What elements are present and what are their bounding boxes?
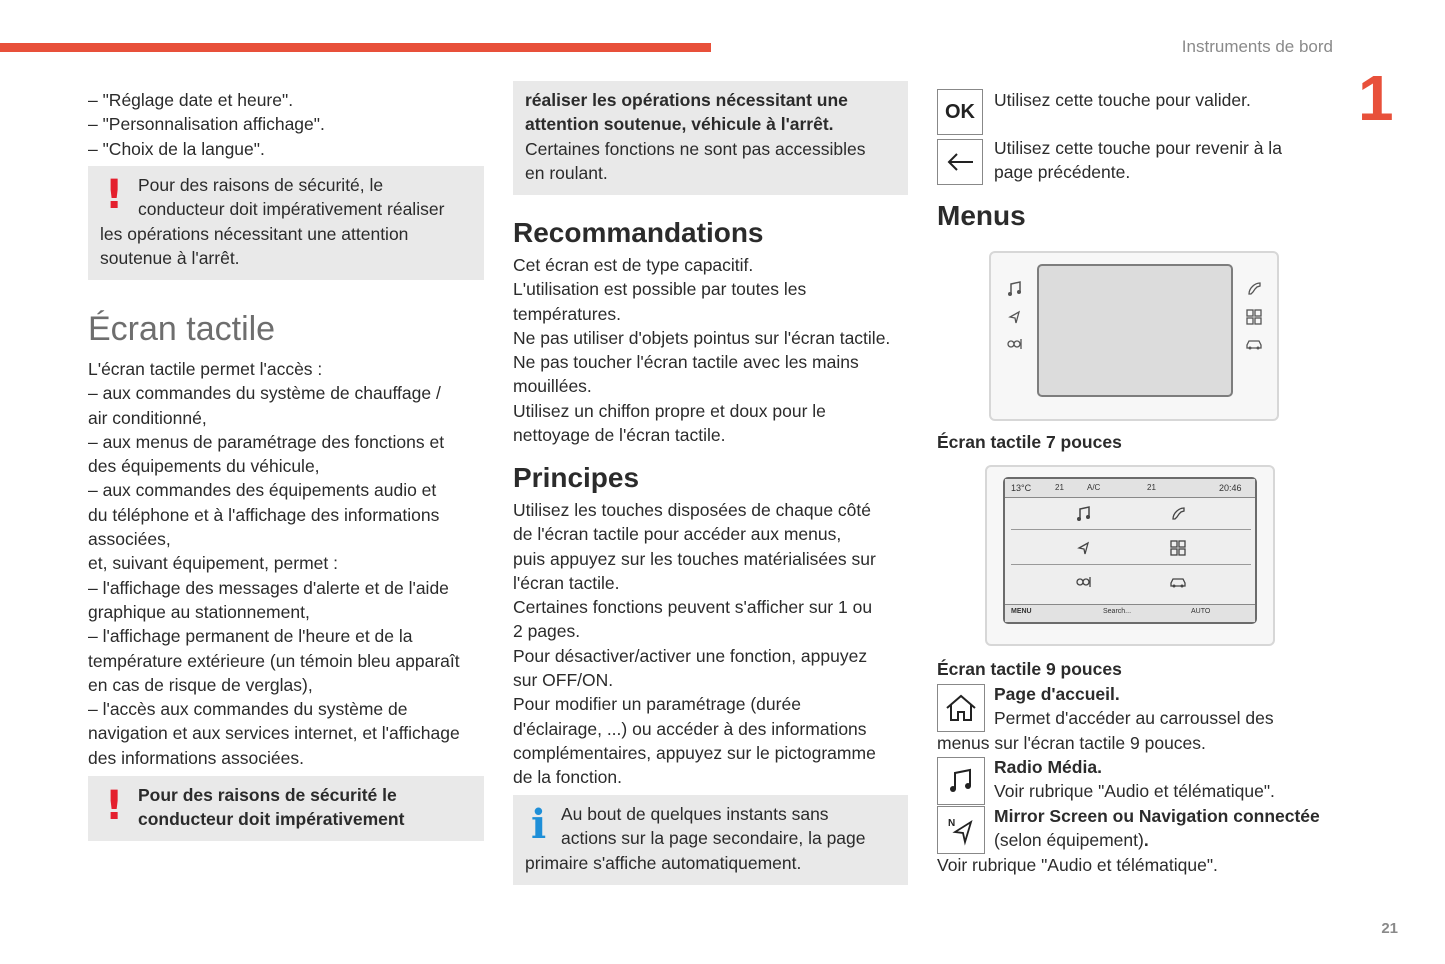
ok-key-label: OK <box>945 100 975 123</box>
status-bar <box>1005 479 1255 498</box>
safety-warning-box <box>88 166 484 280</box>
body-line: températures. <box>513 303 621 324</box>
home-key-text-cont: menus sur l'écran tactile 9 pouces. <box>937 733 1206 753</box>
fan-climate-icon <box>1075 573 1093 591</box>
ac-indicator: A/C <box>1087 483 1101 492</box>
heading-recommandations: Recommandations <box>513 217 764 248</box>
heading-menus: Menus <box>937 200 1026 231</box>
music-note-icon <box>1006 280 1024 298</box>
seat-temp-left: 21 <box>1055 483 1064 492</box>
touchscreen-7-inch-illustration <box>989 251 1279 421</box>
radio-key-title: Radio Média. <box>994 757 1102 777</box>
body-line: Ne pas toucher l'écran tactile avec les mains <box>513 352 859 373</box>
warning-text: Pour des raisons de sécurité, le <box>138 175 384 195</box>
section-heading-ecran-tactile: Écran tactile <box>88 310 276 348</box>
warning-text: les opérations nécessitant une attention <box>100 224 409 244</box>
section-title: Instruments de bord <box>1181 37 1333 56</box>
info-icon: i <box>531 801 547 848</box>
info-text: primaire s'affiche automatiquement. <box>525 853 802 873</box>
body-line: en cas de risque de verglas), <box>88 674 313 695</box>
car-icon <box>1169 573 1187 591</box>
menu-label: MENU <box>1011 608 1032 615</box>
menu-item: – "Personnalisation affichage". <box>88 114 325 135</box>
heading-principes: Principes <box>513 462 640 493</box>
menu-list <box>88 88 480 161</box>
home-key-text <box>994 682 1339 731</box>
warning-text: attention soutenue, véhicule à l'arrêt. <box>525 114 834 135</box>
seat-temp-right: 21 <box>1147 483 1156 492</box>
body-line: de l'écran tactile pour accéder aux menus, <box>513 524 842 545</box>
body-line: – aux commandes des équipements audio et <box>88 480 437 501</box>
chapter-number: 1 <box>1358 62 1394 134</box>
apps-grid-icon <box>1245 308 1263 326</box>
navigation-icon <box>1075 539 1093 557</box>
body-line: et, suivant équipement, permet : <box>88 553 338 574</box>
info-box <box>513 795 908 885</box>
principes-body <box>513 498 908 790</box>
apps-grid-icon <box>1169 539 1187 557</box>
touchscreen-7-display <box>1037 264 1233 397</box>
mirror-key-text <box>994 804 1339 853</box>
body-line: Pour modifier un paramétrage (durée <box>513 694 801 715</box>
body-line: 2 pages. <box>513 621 581 642</box>
warning-text: Certaines fonctions ne sont pas accessibles <box>525 138 866 159</box>
page-number: 21 <box>1381 920 1398 937</box>
body-line: page précédente. <box>994 162 1131 183</box>
warning-text: conducteur doit impérativement réaliser <box>138 199 445 220</box>
phone-icon <box>1169 505 1187 523</box>
touchscreen-9-display <box>1003 477 1257 624</box>
warning-icon: ! <box>105 783 124 829</box>
navigation-north-icon <box>937 806 985 854</box>
body-line: sur OFF/ON. <box>513 670 614 691</box>
warning-text: en roulant. <box>525 162 608 183</box>
body-line: graphique au stationnement, <box>88 601 310 622</box>
body-line: Utilisez les touches disposées de chaque côté <box>513 500 871 520</box>
safety-warning-box-2 <box>88 776 484 841</box>
home-key-title: Page d'accueil. <box>994 684 1120 704</box>
body-line: L'écran tactile permet l'accès : <box>88 359 323 379</box>
body-line: . <box>1143 830 1149 851</box>
body-line: – l'affichage permanent de l'heure et de la <box>88 626 413 647</box>
auto-label: AUTO <box>1191 608 1211 615</box>
back-arrow-icon <box>937 139 983 185</box>
temperature-left: 13°C <box>1011 483 1032 493</box>
body-line: associées, <box>88 529 171 550</box>
info-text: actions sur la page secondaire, la page <box>561 828 866 849</box>
body-line: d'éclairage, ...) ou accéder à des informations <box>513 718 867 739</box>
svg-text:N: N <box>948 818 956 829</box>
info-text: Au bout de quelques instants sans <box>561 804 829 824</box>
body-line: du téléphone et à l'affichage des informations <box>88 504 440 525</box>
body-line: des informations associées. <box>88 747 304 768</box>
body-line: Cet écran est de type capacitif. <box>513 255 754 275</box>
bottom-bar <box>1005 604 1255 622</box>
body-line: Voir rubrique "Audio et télématique". <box>994 781 1275 802</box>
body-line: navigation et aux services internet, et l'affichage <box>88 723 460 744</box>
ok-key-icon <box>937 89 983 135</box>
clock: 20:46 <box>1219 483 1242 493</box>
warning-text: conducteur doit impérativement <box>138 809 405 830</box>
warning-text: réaliser les opérations nécessitant une <box>525 90 848 110</box>
warning-text: Pour des raisons de sécurité le <box>138 785 397 805</box>
body-line: Permet d'accéder au carroussel des <box>994 708 1274 729</box>
body-line: mouillées. <box>513 376 592 397</box>
warning-text: soutenue à l'arrêt. <box>100 248 240 269</box>
car-icon <box>1245 335 1263 353</box>
fan-climate-icon <box>1006 335 1024 353</box>
mirror-key-title: Mirror Screen ou Navigation connectée <box>994 806 1320 826</box>
ecran-tactile-body <box>88 357 480 770</box>
back-key-description <box>994 136 1334 185</box>
body-line: Pour désactiver/activer une fonction, appuyez <box>513 645 868 666</box>
body-line: Certaines fonctions peuvent s'afficher sur 1 ou <box>513 597 873 618</box>
recommandations-body <box>513 253 908 447</box>
body-line: air conditionné, <box>88 407 207 428</box>
body-line: Utilisez un chiffon propre et doux pour le <box>513 400 826 421</box>
radio-key-text <box>994 755 1339 804</box>
body-line: Ne pas utiliser d'objets pointus sur l'écran tactile. <box>513 327 891 348</box>
body-line: complémentaires, appuyez sur le pictogramme <box>513 742 876 763</box>
body-line: l'écran tactile. <box>513 572 620 593</box>
body-line: puis appuyez sur les touches matérialisées sur <box>513 548 876 569</box>
body-line: de la fonction. <box>513 767 622 788</box>
menu-item: – "Choix de la langue". <box>88 138 265 159</box>
warning-continuation-box <box>513 81 908 195</box>
phone-icon <box>1245 280 1263 298</box>
body-line: – aux menus de paramétrage des fonctions et <box>88 431 445 452</box>
body-line: des équipements du véhicule, <box>88 456 320 477</box>
body-line: – aux commandes du système de chauffage / <box>88 383 441 404</box>
body-line: – l'affichage des messages d'alerte et de l'aide <box>88 577 449 598</box>
home-icon <box>937 684 985 732</box>
body-line: température extérieure (un témoin bleu apparaît <box>88 650 460 671</box>
touchscreen-9-inch-illustration <box>985 465 1275 646</box>
body-line: Utilisez cette touche pour revenir à la <box>994 138 1282 158</box>
body-line: nettoyage de l'écran tactile. <box>513 425 726 446</box>
body-line: – l'accès aux commandes du système de <box>88 699 408 720</box>
menu-item: – "Réglage date et heure". <box>88 90 294 110</box>
music-note-icon <box>937 757 985 805</box>
music-note-icon <box>1075 505 1093 523</box>
ok-key-description: Utilisez cette touche pour valider. <box>994 90 1251 110</box>
warning-icon: ! <box>105 172 124 218</box>
navigation-icon <box>1006 308 1024 326</box>
caption-9-inch: Écran tactile 9 pouces <box>937 659 1122 679</box>
caption-7-inch: Écran tactile 7 pouces <box>937 432 1122 452</box>
search-label: Search... <box>1103 608 1132 615</box>
body-line: L'utilisation est possible par toutes les <box>513 279 807 300</box>
header-accent-bar <box>0 43 711 52</box>
mirror-key-see: Voir rubrique "Audio et télématique". <box>937 855 1218 875</box>
body-line: (selon équipement) <box>994 830 1144 851</box>
